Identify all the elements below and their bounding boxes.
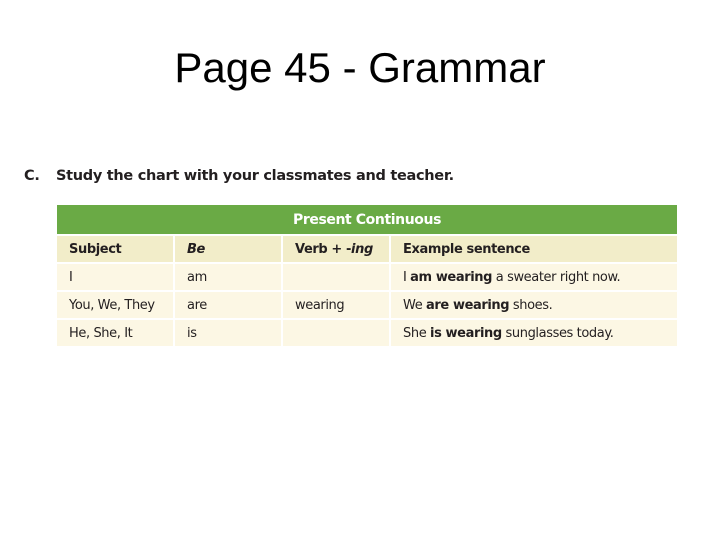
cell-be: am	[175, 264, 283, 292]
example-post: sunglasses today.	[501, 325, 614, 341]
cell-verb	[283, 264, 391, 292]
cell-example	[391, 292, 677, 320]
chart-heading: Present Continuous	[57, 205, 677, 236]
column-header-row	[57, 236, 677, 264]
column-header-verb-suffix: ing	[351, 241, 373, 257]
cell-be: are	[175, 292, 283, 320]
column-header-be: Be	[175, 236, 283, 264]
example-pre: I	[403, 269, 411, 285]
example-bold: is wearing	[430, 325, 502, 341]
cell-subject: You, We, They	[57, 292, 175, 320]
example-pre: She	[403, 325, 431, 341]
column-header-subject: Subject	[57, 236, 175, 264]
instruction-text: Study the chart with your classmates and teacher.	[56, 168, 454, 184]
cell-verb: wearing	[283, 292, 391, 320]
column-header-example: Example sentence	[391, 236, 677, 264]
cell-example	[391, 264, 677, 292]
cell-be: is	[175, 320, 283, 348]
instruction-letter: C.	[24, 168, 40, 184]
table-row	[57, 292, 677, 320]
grammar-chart	[57, 205, 677, 348]
chart-heading-row	[57, 205, 677, 236]
example-bold: am wearing	[410, 269, 493, 285]
cell-subject: He, She, It	[57, 320, 175, 348]
cell-verb	[283, 320, 391, 348]
table-row	[57, 320, 677, 348]
example-bold: are wearing	[426, 297, 510, 313]
column-header-verb	[283, 236, 391, 264]
cell-subject: I	[57, 264, 175, 292]
column-header-verb-prefix: Verb + -	[295, 241, 352, 257]
table-row	[57, 264, 677, 292]
cell-example	[391, 320, 677, 348]
example-pre: We	[403, 297, 427, 313]
example-post: a sweater right now.	[492, 269, 621, 285]
instruction	[24, 168, 454, 184]
page-title: Page 45 - Grammar	[174, 44, 546, 91]
example-post: shoes.	[509, 297, 553, 313]
